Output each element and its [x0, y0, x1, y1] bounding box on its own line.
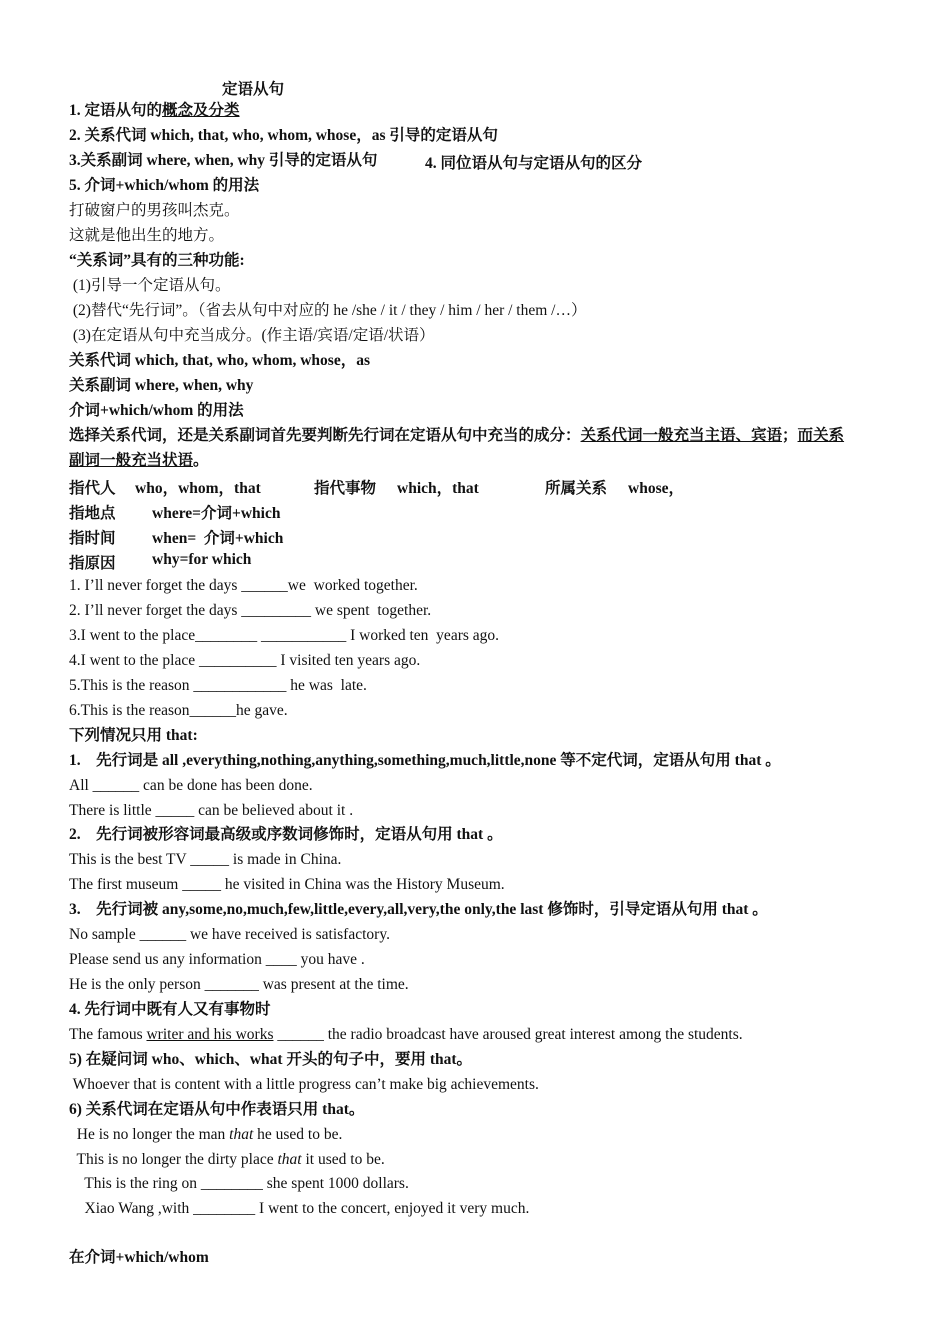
- that-example: [69, 1150, 385, 1170]
- summary-prep: 介词+which/whom 的用法: [69, 402, 244, 419]
- exercise-item: 6.This is the reason______he gave.: [69, 702, 288, 719]
- refer-time-words: when= 介词+which: [152, 530, 284, 547]
- page-title: 定语从句: [222, 81, 285, 98]
- that-case-6: 6) 关系代词在定语从句中作表语只用 that。: [69, 1101, 365, 1118]
- toc-item-2: 2. 关系代词 which, that, who, whom, whose，as 引导的定语从句: [69, 127, 498, 144]
- exercise-item: 5.This is the reason ____________ he was late.: [69, 677, 367, 694]
- refer-person-label: 指代人: [69, 480, 116, 497]
- rule-text: 选择关系代词，还是关系副词首先要判断先行词在定语从句中充当的成分：: [69, 427, 581, 444]
- refer-place-words: where=介词+which: [152, 505, 281, 522]
- footer-heading: 在介词+which/whom: [69, 1249, 209, 1266]
- toc-item-5: 5. 介词+which/whom 的用法: [69, 177, 260, 194]
- that-example: This is the ring on ________ she spent 1000 dollars.: [69, 1175, 409, 1192]
- example-underlined: writer and his works: [146, 1026, 274, 1043]
- summary-adverbs: 关系副词 where, when, why: [69, 377, 254, 394]
- that-only-heading: 下列情况只用 that:: [69, 727, 198, 744]
- that-example: Whoever that is content with a little progress can’t make big achievements.: [69, 1076, 539, 1093]
- example-sentence: 这就是他出生的地方。: [69, 227, 225, 244]
- exercise-item: 2. I’ll never forget the days _________ we spent together.: [69, 602, 432, 619]
- example-text: he used to be.: [253, 1126, 343, 1143]
- that-case-1: 1. 先行词是 all ,everything,nothing,anything,something,much,little,none 等不定代词，定语从句用 that 。: [69, 752, 781, 769]
- rule-text: ；: [782, 427, 798, 444]
- rule-line-2: [69, 451, 209, 471]
- example-text: This is no longer the dirty place: [69, 1151, 278, 1168]
- example-text: He is no longer the man: [69, 1126, 230, 1143]
- summary-pronouns: 关系代词 which, that, who, whom, whose，as: [69, 352, 370, 369]
- exercise-item: 1. I’ll never forget the days ______we worked together.: [69, 577, 418, 594]
- refer-reason-label: 指原因: [69, 555, 116, 572]
- that-example: Xiao Wang ,with ________ I went to the concert, enjoyed it very much.: [69, 1200, 530, 1217]
- rule-underlined: 关系代词一般充当主语、宾语: [580, 427, 783, 444]
- that-case-3: 3. 先行词被 any,some,no,much,few,little,every,all,very,the only,the last 修饰时，引导定语从句用 that 。: [69, 901, 768, 918]
- that-example: All ______ can be done has been done.: [69, 777, 313, 794]
- toc-item-1: [69, 101, 240, 121]
- that-example: There is little _____ can be believed about it .: [69, 802, 354, 819]
- that-case-2: 2. 先行词被形容词最高级或序数词修饰时，定语从句用 that 。: [69, 826, 503, 843]
- rule-underlined: 副词一般充当状语: [69, 452, 194, 469]
- toc-item-4: 4. 同位语从句与定语从句的区分: [425, 155, 643, 172]
- example-italic: that: [277, 1151, 302, 1168]
- example-text: ______ the radio broadcast have aroused great interest among the students.: [273, 1026, 743, 1043]
- that-example: Please send us any information ____ you have .: [69, 951, 365, 968]
- refer-possession-words: whose，: [628, 480, 684, 497]
- functions-heading: “关系词”具有的三种功能:: [69, 252, 245, 269]
- that-example: This is the best TV _____ is made in China.: [69, 851, 342, 868]
- function-item: (2)替代“先行词”。（省去从句中对应的 he /she / it / they / him / her / them /…）: [69, 302, 587, 319]
- that-case-4: 4. 先行词中既有人又有事物时: [69, 1001, 271, 1018]
- rule-text: 。: [193, 452, 209, 469]
- refer-place-label: 指地点: [69, 505, 116, 522]
- toc-item-3: 3.关系副词 where, when, why 引导的定语从句: [69, 152, 378, 169]
- that-example: No sample ______ we have received is satisfactory.: [69, 926, 390, 943]
- refer-thing-label: 指代事物: [314, 480, 377, 497]
- toc-item-1-label: 1. 定语从句的: [69, 102, 163, 119]
- that-example: The first museum _____ he visited in China was the History Museum.: [69, 876, 505, 893]
- that-example: [69, 1125, 342, 1145]
- example-text: The famous: [69, 1026, 147, 1043]
- exercise-item: 3.I went to the place________ ___________ I worked ten years ago.: [69, 627, 500, 644]
- refer-possession-label: 所属关系: [545, 480, 608, 497]
- refer-person-words: who，whom，that: [135, 480, 261, 497]
- example-sentence: 打破窗户的男孩叫杰克。: [69, 202, 240, 219]
- toc-item-1-underlined: 概念及分类: [162, 102, 240, 119]
- rule-underlined: 而关系: [797, 427, 845, 444]
- example-italic: that: [229, 1126, 254, 1143]
- that-example: He is the only person _______ was present at the time.: [69, 976, 409, 993]
- refer-reason-words: why=for which: [152, 551, 252, 568]
- that-case-5: 5) 在疑问词 who、which、what 开头的句子中，要用 that。: [69, 1051, 473, 1068]
- function-item: (1)引导一个定语从句。: [69, 277, 231, 294]
- example-text: it used to be.: [301, 1151, 385, 1168]
- that-example: [69, 1025, 743, 1045]
- function-item: (3)在定语从句中充当成分。(作主语/宾语/定语/状语）: [69, 327, 435, 344]
- rule-line-1: [69, 426, 844, 446]
- refer-thing-words: which，that: [397, 480, 479, 497]
- exercise-item: 4.I went to the place __________ I visited ten years ago.: [69, 652, 421, 669]
- refer-time-label: 指时间: [69, 530, 116, 547]
